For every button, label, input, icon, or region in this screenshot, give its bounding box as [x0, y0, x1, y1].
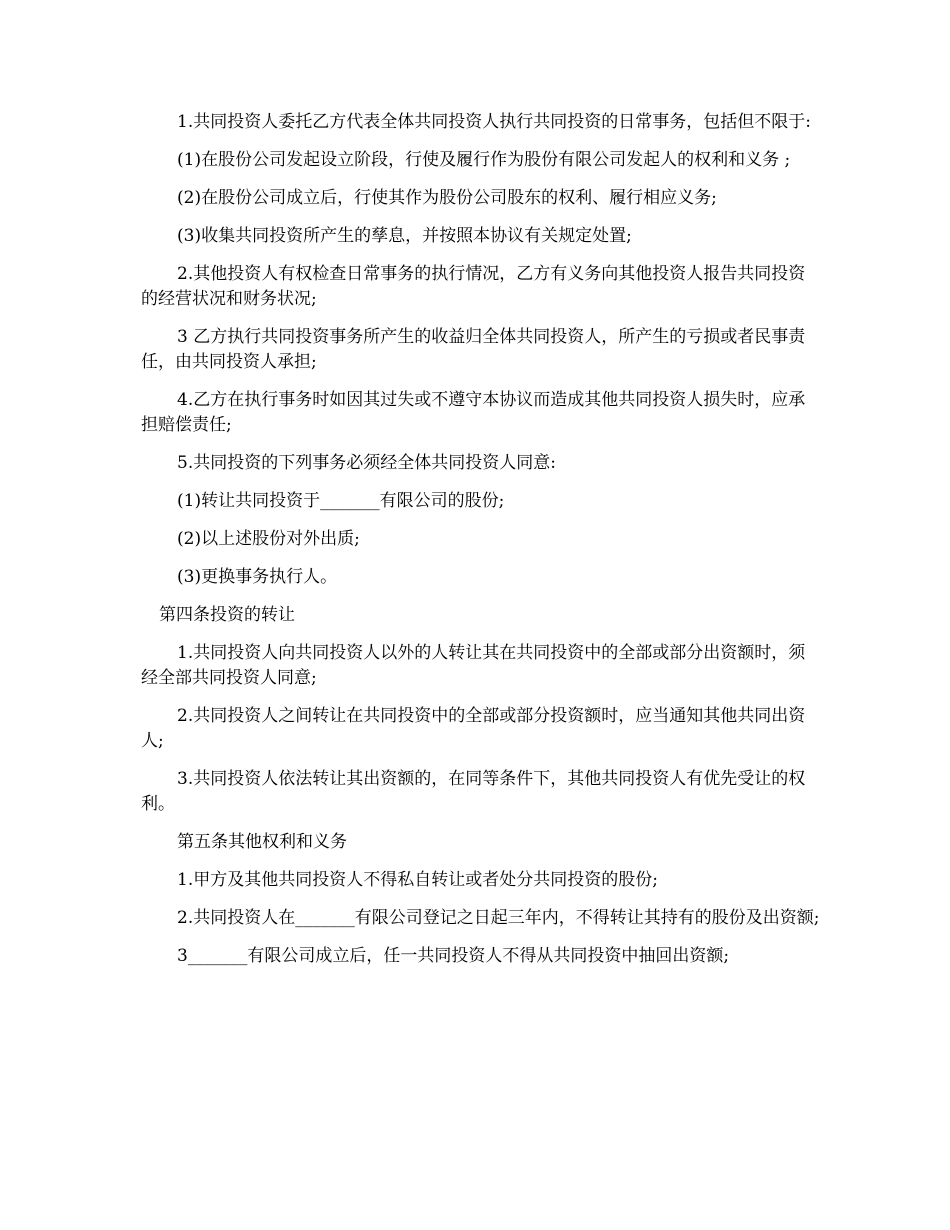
document-body — [141, 110, 821, 982]
clause-paragraph: 4.乙方在执行事务时如因其过失或不遵守本协议而造成其他共同投资人损失时，应承担赔偿责任; — [141, 390, 806, 435]
clause-paragraph: (1)转让共同投资于_______有限公司的股份; — [177, 491, 505, 511]
clause-paragraph: 1.共同投资人向共同投资人以外的人转让其在共同投资中的全部或部分出资额时，须经全部共同投资人同意; — [141, 643, 806, 688]
clause-paragraph: (3)更换事务执行人。 — [177, 567, 338, 587]
clause-paragraph: 3 乙方执行共同投资事务所产生的收益归全体共同投资人，所产生的亏损或者民事责任，由共同投资人承担; — [141, 327, 806, 372]
clause-paragraph: (2)以上述股份对外出质; — [177, 529, 360, 549]
clause-paragraph: (2)在股份公司成立后，行使其作为股份公司股东的权利、履行相应义务; — [177, 188, 717, 208]
clause-paragraph: 2.其他投资人有权检查日常事务的执行情况，乙方有义务向其他投资人报告共同投资的经营状况和财务状况; — [141, 264, 806, 309]
section-heading: 第五条其他权利和义务 — [177, 832, 347, 852]
section-heading: 第四条投资的转让 — [159, 605, 295, 625]
clause-paragraph: 2.共同投资人之间转让在共同投资中的全部或部分投资额时，应当通知其他共同出资人; — [141, 706, 806, 751]
clause-paragraph: 3_______有限公司成立后，任一共同投资人不得从共同投资中抽回出资额; — [177, 946, 730, 966]
clause-paragraph: (3)收集共同投资所产生的孳息，并按照本协议有关规定处置; — [177, 226, 632, 246]
clause-paragraph: 2.共同投资人在_______有限公司登记之日起三年内，不得转让其持有的股份及出资额; — [177, 908, 820, 928]
clause-paragraph: 1.甲方及其他共同投资人不得私自转让或者处分共同投资的股份; — [177, 870, 658, 890]
clause-paragraph: 1.共同投资人委托乙方代表全体共同投资人执行共同投资的日常事务，包括但不限于: — [177, 112, 811, 132]
clause-paragraph: 5.共同投资的下列事务必须经全体共同投资人同意: — [177, 453, 556, 473]
clause-paragraph: (1)在股份公司发起设立阶段，行使及履行作为股份有限公司发起人的权利和义务 ; — [177, 150, 791, 170]
clause-paragraph: 3.共同投资人依法转让其出资额的，在同等条件下，其他共同投资人有优先受让的权利。 — [141, 769, 806, 814]
